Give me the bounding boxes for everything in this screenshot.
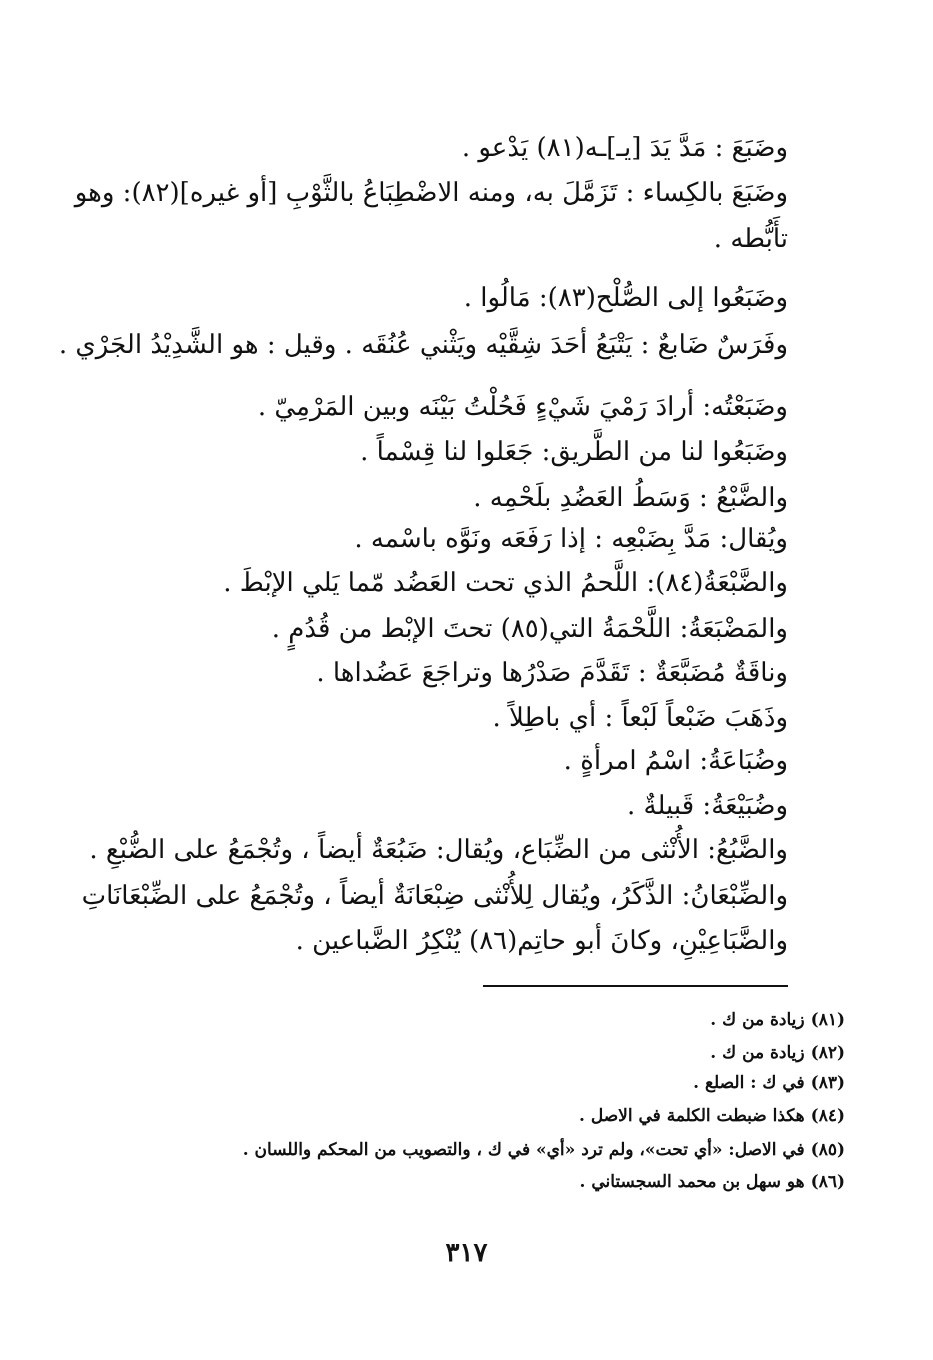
body-line-17: والضِّبْعَانُ: الذَّكَرُ، ويُقال لِلأُنْثى ضِبْعَانَةٌ أيضاً ، وتُجْمَعُ على الضِّبْعَانَاتِ [81, 881, 788, 911]
body-line-4: وضَبَعُوا إلى الصُّلْح(٨٣): مَالُوا . [463, 283, 788, 313]
footnote-83 [693, 1071, 845, 1095]
footnote-number: (٨٤) [810, 1106, 845, 1126]
body-line-1: وضَبَعَ : مَدَّ يَدَ [يـ]ـه(٨١) يَدْعو . [461, 133, 788, 163]
footnote-number: (٨٦) [810, 1172, 845, 1192]
footnote-text: زيادة من ك . [710, 1043, 805, 1063]
footnote-text: في الاصل: «أي تحت»، ولم ترد «أي» في ك ، والتصويب من المحكم واللسان . [242, 1140, 805, 1160]
body-line-16: والضَّبُعُ: الأُنْثى من الضِّبَاع، ويُقال: ضَبُعَةٌ أيضاً ، وتُجْمَعُ على الضُّبْعِ . [89, 835, 788, 865]
body-line-11: والمَضْبَعَةُ: اللَّحْمَةُ التي(٨٥) تحتَ الإبْط من قُدُمٍ . [271, 614, 788, 644]
body-line-18: والضَّبَاعِيْنِ، وكانَ أبو حاتِم(٨٦) يُنْكِرُ الضَّباعين . [295, 926, 788, 956]
footnote-text: هكذا ضبطت الكلمة في الاصل . [579, 1106, 805, 1126]
body-line-13: وذَهَبَ ضَبْعاً لَبْعاً : أي باطِلاً . [492, 703, 788, 733]
footnote-text: في ك : الصلع . [693, 1073, 805, 1093]
body-line-7: وضَبَعُوا لنا من الطَّريق: جَعَلوا لنا قِسْماً . [360, 437, 788, 467]
footnote-text: هو سهل بن محمد السجستاني . [579, 1172, 805, 1192]
body-line-3: تأَبُّطه . [713, 224, 788, 254]
footnote-81 [710, 1008, 845, 1032]
body-line-14: وضُبَاعَةُ: اسْمُ امرأةٍ . [563, 746, 788, 776]
body-line-10: والضَّبْعَةُ(٨٤): اللَّحمُ الذي تحت العَضُد مّما يَلي الإبْطَ . [223, 568, 788, 598]
body-line-2: وضَبَعَ بالكِساء : تَزَمَّلَ به، ومنه الاضْطِبَاعُ بالثَّوْبِ [أو غيره](٨٢): وهو [74, 178, 788, 208]
page-number: ٣١٧ [445, 1238, 488, 1268]
footnote-separator [483, 985, 788, 987]
footnote-85 [243, 1138, 845, 1162]
footnote-86 [580, 1170, 846, 1194]
footnote-number: (٨٣) [810, 1073, 845, 1093]
footnote-82 [710, 1041, 845, 1065]
footnote-text: زيادة من ك . [710, 1010, 805, 1030]
footnote-number: (٨١) [810, 1010, 845, 1030]
footnote-number: (٨٢) [810, 1043, 845, 1063]
body-line-15: وضُبَيْعَةُ: قَبيلةٌ . [626, 791, 788, 821]
body-line-9: ويُقال: مَدَّ بِضَبْعِه : إذا رَفَعَه ونَوَّه باسْمه . [354, 524, 788, 554]
footnote-number: (٨٥) [810, 1140, 845, 1160]
body-line-6: وضَبَعْتُه: أرادَ رَمْيَ شَيْءٍ فَحُلْتُ بَيْنَه وبين المَرْمِيّ . [257, 392, 788, 422]
body-line-12: وناقَةٌ مُضَبَّعَةٌ : تَقَدَّمَ صَدْرُها وتراجَعَ عَضُداها . [316, 658, 788, 688]
footnote-84 [579, 1104, 845, 1128]
body-line-8: والضَّبْعُ : وَسَطُ العَضُدِ بلَحْمِه . [473, 483, 788, 513]
body-line-5: وفَرَسٌ ضَابعٌ : يَتْبَعُ أحَدَ شِقَّيْه ويَثْني عُنُقَه . وقيل : هو الشَّدِيْدُ الجَرْي . [58, 330, 788, 360]
